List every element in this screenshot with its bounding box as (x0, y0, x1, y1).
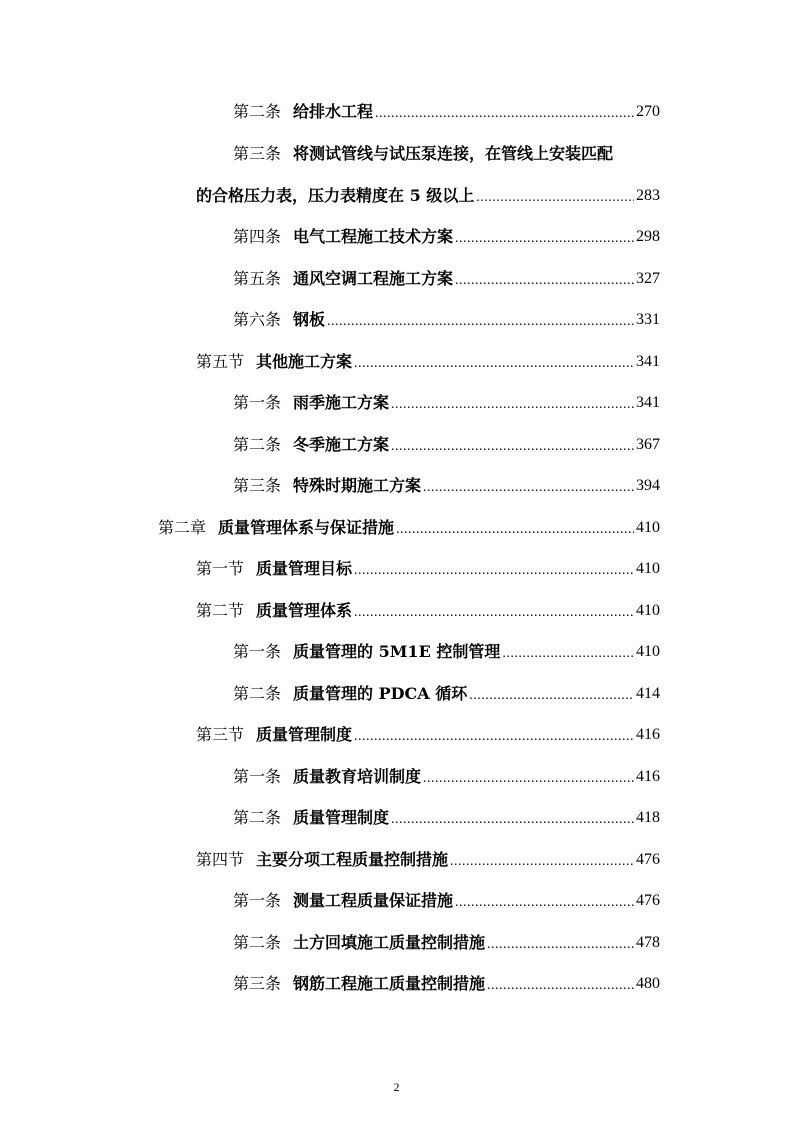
dot-leader (354, 559, 634, 579)
toc-entry-title: 测量工程质量保证措施 (293, 891, 454, 910)
toc-entry-title: 给排水工程 (293, 102, 374, 121)
toc-entry-number: 第二条 (233, 808, 282, 827)
toc-entry-chapter[interactable] (158, 514, 660, 538)
toc-entry-title: 质量管理的 PDCA 循环 (293, 684, 468, 703)
toc-entry-title: 钢板 (293, 310, 326, 329)
toc-entry-number: 第一条 (233, 891, 282, 910)
toc-entry-number: 第三条 (233, 144, 282, 163)
toc-entry-page: 410 (636, 519, 660, 536)
toc-entry-page: 480 (636, 975, 660, 992)
toc-entry-page: 478 (636, 934, 660, 951)
toc-entry-number: 第五条 (233, 269, 282, 288)
toc-entry-number: 第二条 (233, 102, 282, 121)
dot-leader (354, 601, 634, 621)
toc-entry-number: 第二条 (233, 933, 282, 952)
toc-entry-title-line1: 将测试管线与试压泵连接，在管线上安装匹配 (293, 144, 614, 163)
dot-leader (487, 933, 634, 953)
toc-entry-number: 第二节 (196, 601, 245, 620)
toc-entry-page: 414 (636, 685, 660, 702)
toc-entry-number: 第一条 (233, 642, 282, 661)
toc-entry-number: 第二条 (233, 435, 282, 454)
toc-entry-title: 通风空调工程施工方案 (293, 269, 454, 288)
toc-entry-number: 第三节 (196, 725, 245, 744)
toc-entry-title: 其他施工方案 (256, 352, 353, 371)
dot-leader (476, 186, 634, 206)
toc-entry[interactable] (196, 846, 660, 870)
toc-entry-number: 第二条 (233, 684, 282, 703)
toc-entry[interactable] (233, 265, 660, 289)
toc-entry[interactable] (196, 721, 660, 745)
toc-entry-title: 钢筋工程施工质量控制措施 (293, 974, 486, 993)
toc-entry[interactable] (233, 223, 660, 247)
toc-entry-page: 410 (636, 643, 660, 660)
toc-entry[interactable] (233, 929, 660, 953)
toc-entry-number: 第五节 (196, 352, 245, 371)
toc-entry-number: 第一条 (233, 393, 282, 412)
dot-leader (455, 891, 634, 911)
toc-entry-page: 270 (636, 103, 660, 120)
toc-entry[interactable] (233, 970, 660, 994)
toc-entry-title-line2: 的合格压力表，压力表精度在 5 级以上 (196, 186, 475, 205)
toc-entry-title: 质量管理制度 (293, 808, 390, 827)
toc-entry-page: 298 (636, 228, 660, 245)
toc-entry-number: 第四条 (233, 227, 282, 246)
toc-entry-page: 394 (636, 477, 660, 494)
dot-leader (455, 269, 634, 289)
toc-entry-page: 476 (636, 892, 660, 909)
dot-leader (391, 435, 634, 455)
toc-entry-title: 土方回填施工质量控制措施 (293, 933, 486, 952)
toc-entry-page: 331 (636, 311, 660, 328)
toc-entry-page: 283 (636, 187, 660, 204)
toc-entry-number: 第三条 (233, 476, 282, 495)
dot-leader (375, 102, 634, 122)
toc-entry-page: 367 (636, 436, 660, 453)
toc-entry-page: 341 (636, 394, 660, 411)
toc-entry-number: 第二章 (158, 518, 207, 537)
toc-entry-title: 雨季施工方案 (293, 393, 390, 412)
toc-entry-page: 416 (636, 726, 660, 743)
toc-entry-title: 质量管理的 5M1E 控制管理 (293, 642, 501, 661)
page-number-footer: 2 (393, 1080, 400, 1094)
toc-entry-page: 416 (636, 768, 660, 785)
dot-leader (469, 684, 634, 704)
dot-leader (455, 227, 634, 247)
toc-entry-page: 327 (636, 270, 660, 287)
toc-entry-number: 第六条 (233, 310, 282, 329)
toc-entry-title: 质量管理体系 (256, 601, 353, 620)
toc-entry[interactable] (196, 555, 660, 579)
toc-entry-page: 418 (636, 809, 660, 826)
dot-leader (391, 808, 634, 828)
toc-entry[interactable] (233, 887, 660, 911)
toc-entry[interactable] (233, 680, 660, 704)
toc-entry-page: 410 (636, 602, 660, 619)
toc-entry-title: 质量管理目标 (256, 559, 353, 578)
dot-leader (354, 725, 634, 745)
dot-leader (502, 642, 634, 662)
toc-entry[interactable] (233, 389, 660, 413)
toc-entry-title: 特殊时期施工方案 (293, 476, 422, 495)
toc-entry-page: 410 (636, 560, 660, 577)
toc-entry-page: 476 (636, 851, 660, 868)
dot-leader (396, 518, 634, 538)
toc-entry-title: 质量管理制度 (256, 725, 353, 744)
dot-leader (327, 310, 634, 330)
toc-entry-title: 质量管理体系与保证措施 (218, 518, 395, 537)
toc-entry[interactable] (196, 348, 660, 372)
toc-entry-number: 第一节 (196, 559, 245, 578)
toc-entry-number: 第三条 (233, 974, 282, 993)
toc-entry[interactable] (233, 804, 660, 828)
toc-entry[interactable] (233, 763, 660, 787)
dot-leader (423, 767, 634, 787)
dot-leader (487, 974, 634, 994)
dot-leader (391, 393, 634, 413)
toc-entry[interactable] (233, 306, 660, 330)
toc-entry[interactable] (196, 597, 660, 621)
toc-entry-page: 341 (636, 353, 660, 370)
toc-entry[interactable] (233, 98, 660, 122)
toc-entry-title: 冬季施工方案 (293, 435, 390, 454)
toc-entry-wrapped-first-line[interactable] (233, 140, 613, 164)
toc-entry-title: 质量教育培训制度 (293, 767, 422, 786)
dot-leader (423, 476, 634, 496)
toc-entry-title: 主要分项工程质量控制措施 (256, 850, 449, 869)
toc-entry[interactable] (233, 472, 660, 496)
toc-entry[interactable] (233, 431, 660, 455)
toc-entry-number: 第四节 (196, 850, 245, 869)
dot-leader (450, 850, 634, 870)
toc-entry-number: 第一条 (233, 767, 282, 786)
toc-entry[interactable] (233, 638, 660, 662)
dot-leader (354, 352, 634, 372)
toc-entry-title: 电气工程施工技术方案 (293, 227, 454, 246)
toc-entry-wrapped-second-line[interactable] (196, 182, 660, 206)
